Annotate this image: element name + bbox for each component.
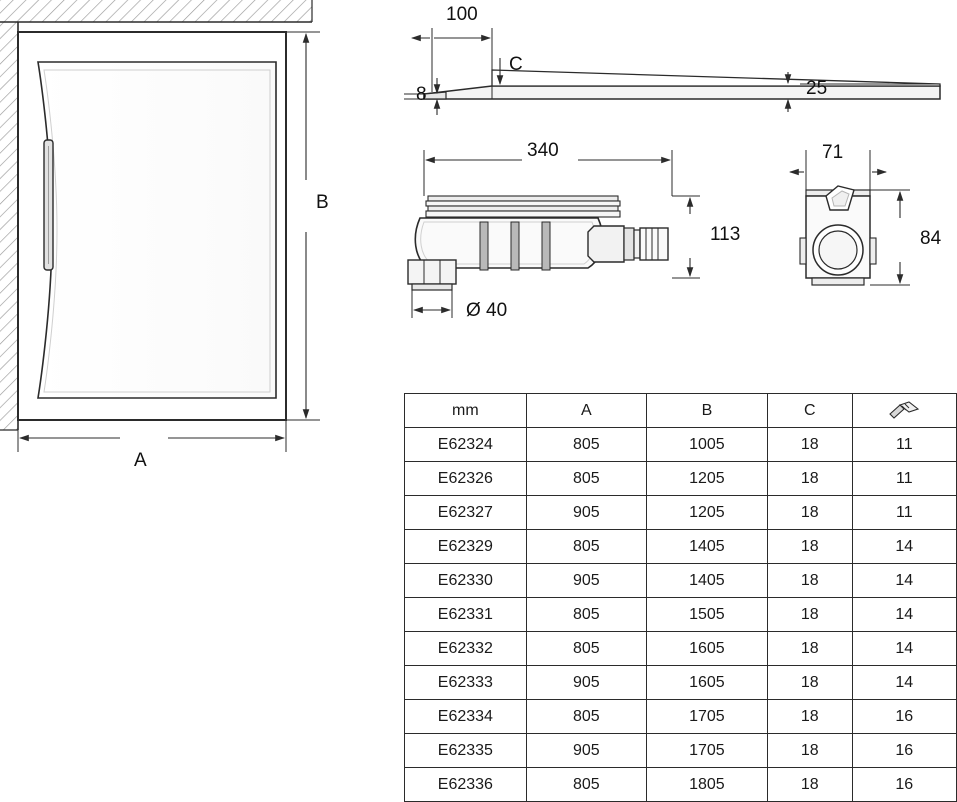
- table-cell-b: 1705: [646, 700, 767, 734]
- table-cell-b: 1205: [646, 496, 767, 530]
- table-cell-mm: E62333: [405, 666, 527, 700]
- label-dim-8: 8: [416, 84, 427, 105]
- table-cell-a: 805: [526, 428, 646, 462]
- table-cell-screw: 14: [852, 598, 956, 632]
- table-cell-c: 18: [767, 496, 852, 530]
- table-cell-b: 1605: [646, 666, 767, 700]
- table-header-row: [405, 394, 957, 428]
- table-row: [405, 462, 957, 496]
- table-cell-b: 1405: [646, 530, 767, 564]
- table-row: [405, 768, 957, 802]
- table-cell-b: 1605: [646, 632, 767, 666]
- table-cell-a: 805: [526, 462, 646, 496]
- trap-front-view: [790, 150, 910, 285]
- table-row: [405, 666, 957, 700]
- tray-profile-section: [404, 28, 940, 115]
- table-cell-screw: 14: [852, 666, 956, 700]
- table-cell-a: 905: [526, 734, 646, 768]
- table-cell-b: 1205: [646, 462, 767, 496]
- dimension-b: [286, 32, 320, 420]
- table-cell-a: 805: [526, 598, 646, 632]
- table-body: [405, 428, 957, 802]
- shower-tray-plan-view: [18, 32, 286, 420]
- table-cell-c: 18: [767, 632, 852, 666]
- label-dim-340: 340: [527, 140, 559, 161]
- table-header-a: A: [526, 394, 646, 428]
- table-cell-screw: 16: [852, 734, 956, 768]
- table-cell-c: 18: [767, 666, 852, 700]
- table-cell-c: 18: [767, 700, 852, 734]
- table-header-screw: [852, 394, 956, 428]
- table-header-b: B: [646, 394, 767, 428]
- table-cell-c: 18: [767, 530, 852, 564]
- table-cell-mm: E62329: [405, 530, 527, 564]
- table-row: [405, 734, 957, 768]
- table-cell-screw: 14: [852, 530, 956, 564]
- label-dim-100: 100: [446, 4, 478, 25]
- table-row: [405, 530, 957, 564]
- label-dim-25: 25: [806, 78, 828, 99]
- table-cell-mm: E62332: [405, 632, 527, 666]
- table-cell-mm: E62326: [405, 462, 527, 496]
- table-cell-mm: E62327: [405, 496, 527, 530]
- table-cell-b: 1705: [646, 734, 767, 768]
- table-row: [405, 564, 957, 598]
- table-cell-screw: 14: [852, 564, 956, 598]
- table-cell-screw: 11: [852, 496, 956, 530]
- table-cell-screw: 14: [852, 632, 956, 666]
- table-cell-b: 1805: [646, 768, 767, 802]
- table-cell-a: 805: [526, 632, 646, 666]
- table-cell-c: 18: [767, 768, 852, 802]
- table-header-mm: mm: [405, 394, 527, 428]
- table-cell-mm: E62335: [405, 734, 527, 768]
- table-cell-a: 905: [526, 564, 646, 598]
- table-cell-screw: 16: [852, 700, 956, 734]
- specification-table: [404, 393, 957, 802]
- table-cell-a: 805: [526, 768, 646, 802]
- table-cell-c: 18: [767, 564, 852, 598]
- label-dim-113: 113: [710, 224, 741, 245]
- label-dim-c: C: [509, 54, 523, 75]
- screw-icon: [887, 401, 921, 419]
- label-dim-a: A: [134, 450, 147, 471]
- table-row: [405, 428, 957, 462]
- label-dim-b: B: [316, 192, 329, 213]
- label-dim-71: 71: [822, 142, 844, 163]
- table-cell-b: 1505: [646, 598, 767, 632]
- table-cell-screw: 11: [852, 462, 956, 496]
- table-row: [405, 700, 957, 734]
- label-dim-84: 84: [920, 228, 942, 249]
- table-cell-screw: 16: [852, 768, 956, 802]
- table-cell-c: 18: [767, 428, 852, 462]
- table-cell-c: 18: [767, 734, 852, 768]
- table-cell-screw: 11: [852, 428, 956, 462]
- table-cell-c: 18: [767, 598, 852, 632]
- table-cell-mm: E62331: [405, 598, 527, 632]
- table-cell-a: 805: [526, 700, 646, 734]
- table-header-c: C: [767, 394, 852, 428]
- trap-side-view: [408, 150, 700, 318]
- table-cell-mm: E62336: [405, 768, 527, 802]
- table-cell-a: 805: [526, 530, 646, 564]
- table-cell-mm: E62324: [405, 428, 527, 462]
- table-cell-b: 1005: [646, 428, 767, 462]
- table-row: [405, 598, 957, 632]
- table-row: [405, 496, 957, 530]
- table-cell-a: 905: [526, 496, 646, 530]
- table-cell-mm: E62330: [405, 564, 527, 598]
- label-dim-diameter-40: Ø 40: [466, 300, 508, 321]
- table-cell-b: 1405: [646, 564, 767, 598]
- table-cell-a: 905: [526, 666, 646, 700]
- dimension-a: [18, 420, 286, 452]
- table-cell-mm: E62334: [405, 700, 527, 734]
- table-row: [405, 632, 957, 666]
- table-cell-c: 18: [767, 462, 852, 496]
